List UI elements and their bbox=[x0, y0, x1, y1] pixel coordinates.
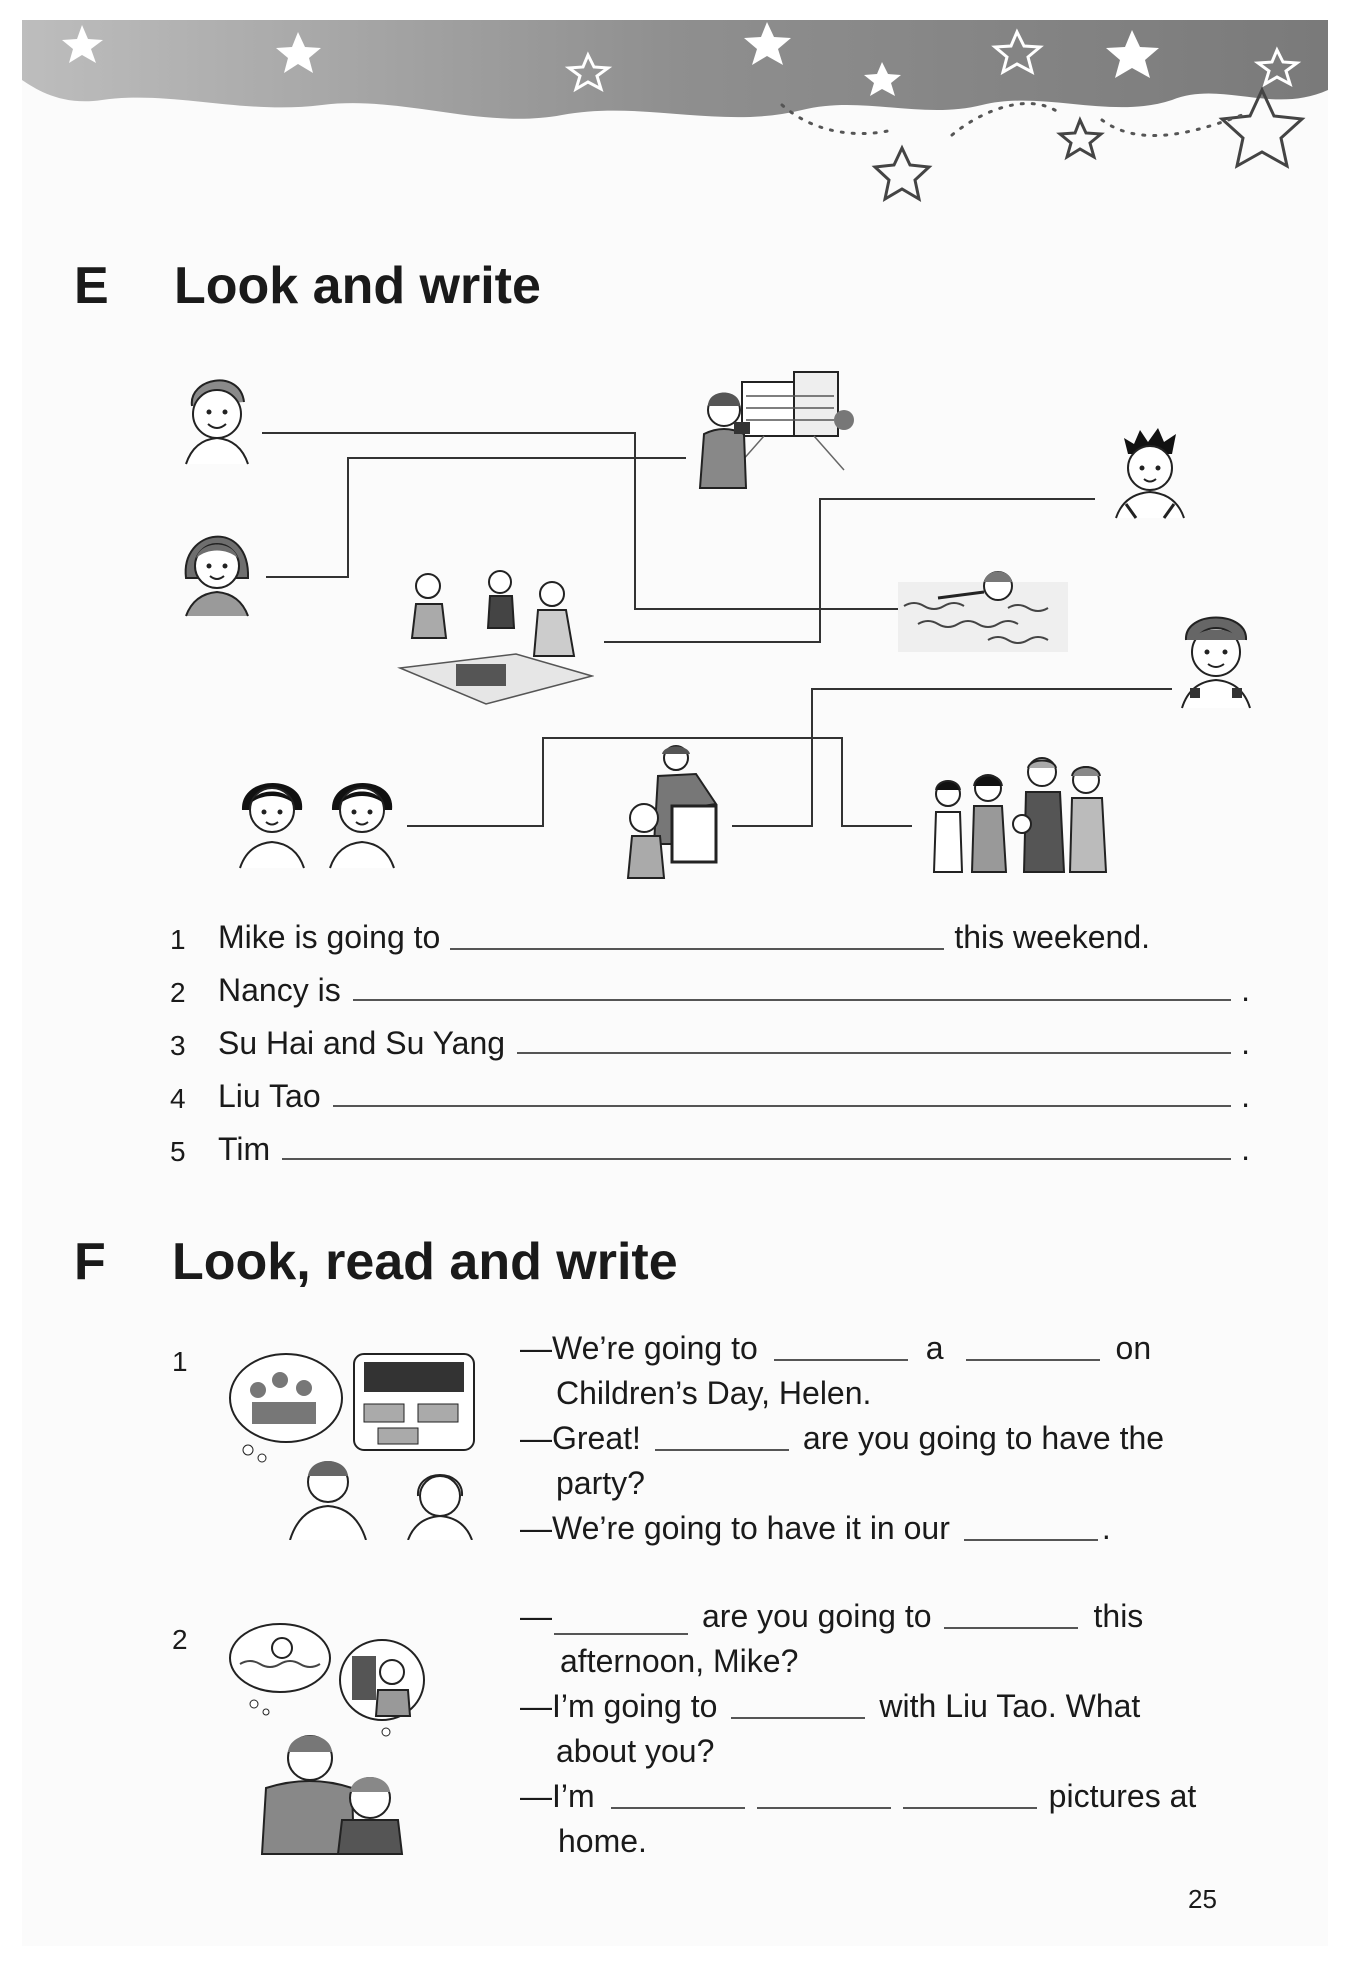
answer-blank[interactable] bbox=[903, 1805, 1037, 1809]
dialogue-text: afternoon, Mike? bbox=[560, 1643, 799, 1679]
answer-blank[interactable] bbox=[611, 1805, 745, 1809]
dialogue-text: a bbox=[925, 1330, 944, 1366]
dialogue-1-line-3 bbox=[520, 1420, 1164, 1457]
dialogue-text: — bbox=[520, 1598, 552, 1634]
question-row-5 bbox=[170, 1124, 1250, 1168]
dialogue-text: —Great! bbox=[520, 1420, 641, 1456]
family-group-figure bbox=[926, 754, 1114, 874]
question-end: this weekend. bbox=[954, 919, 1150, 955]
answer-blank[interactable] bbox=[966, 1357, 1100, 1361]
dialogue-number: 2 bbox=[172, 1624, 188, 1655]
dialogue-text: . bbox=[1101, 1510, 1111, 1546]
mike-avatar bbox=[180, 368, 254, 466]
dialogue-text: pictures at bbox=[1048, 1778, 1197, 1814]
question-text: Liu Tao bbox=[218, 1078, 321, 1114]
question-number: 5 bbox=[170, 1136, 186, 1167]
twin-girls-avatar bbox=[234, 764, 400, 870]
question-number: 4 bbox=[170, 1083, 186, 1114]
dialogue-2-line-6 bbox=[558, 1823, 647, 1860]
picnic-scene-figure bbox=[396, 564, 594, 712]
question-number: 3 bbox=[170, 1030, 186, 1061]
dialogue-2-line-4 bbox=[556, 1733, 714, 1770]
answer-blank[interactable] bbox=[731, 1715, 865, 1719]
boy-sporty-avatar bbox=[1110, 424, 1190, 520]
dialogue-2-line-5 bbox=[520, 1778, 1196, 1815]
question-row-2 bbox=[170, 965, 1250, 1009]
question-row-1 bbox=[170, 912, 1250, 956]
school-photo-figure bbox=[694, 370, 862, 494]
question-end: . bbox=[1241, 1078, 1250, 1114]
dialogue-2-line-2 bbox=[560, 1643, 798, 1680]
answer-blank[interactable] bbox=[353, 997, 1231, 1001]
dialogue-1-line-4 bbox=[556, 1465, 645, 1502]
dialogue-text: —I’m going to bbox=[520, 1688, 718, 1724]
dialogue-text: —We’re going to bbox=[520, 1330, 758, 1366]
answer-blank[interactable] bbox=[964, 1537, 1098, 1541]
dialogue-text: Children’s Day, Helen. bbox=[556, 1375, 872, 1411]
swim-and-paint-figure bbox=[226, 1620, 426, 1856]
dialogue-text: —I’m bbox=[520, 1778, 595, 1814]
question-text: Tim bbox=[218, 1131, 271, 1167]
answer-blank[interactable] bbox=[944, 1625, 1078, 1629]
question-number: 2 bbox=[170, 977, 186, 1008]
dialogue-text: —We’re going to have it in our bbox=[520, 1510, 950, 1546]
dialogue-1-line-2 bbox=[556, 1375, 871, 1412]
answer-blank[interactable] bbox=[450, 946, 944, 950]
dialogue-1-line-5 bbox=[520, 1510, 1111, 1547]
dialogue-text: this bbox=[1093, 1598, 1144, 1634]
answer-blank[interactable] bbox=[774, 1357, 908, 1361]
dialogue-text: about you? bbox=[556, 1733, 715, 1769]
party-classroom-figure bbox=[228, 1350, 480, 1540]
dialogue-text: with Liu Tao. What bbox=[879, 1688, 1141, 1724]
dialogue-2-line-1 bbox=[520, 1598, 1143, 1635]
section-f-letter: F bbox=[74, 1233, 106, 1291]
question-text: Mike is going to bbox=[218, 919, 441, 955]
answer-blank[interactable] bbox=[655, 1447, 789, 1451]
dialogue-number: 1 bbox=[172, 1346, 188, 1377]
dialogue-text: are you going to bbox=[702, 1598, 932, 1634]
page-number: 25 bbox=[1188, 1884, 1217, 1914]
nancy-avatar bbox=[180, 518, 254, 618]
dialogue-1-line-1 bbox=[520, 1330, 1151, 1367]
question-number: 1 bbox=[170, 924, 186, 955]
question-row-3 bbox=[170, 1018, 1250, 1062]
boy-overalls-avatar bbox=[1176, 606, 1256, 710]
question-row-4 bbox=[170, 1071, 1250, 1115]
dialogue-text: on bbox=[1115, 1330, 1152, 1366]
answer-blank[interactable] bbox=[282, 1156, 1231, 1160]
drawing-lesson-figure bbox=[620, 744, 730, 880]
question-text: Su Hai and Su Yang bbox=[218, 1025, 506, 1061]
dialogue-text: are you going to have the bbox=[802, 1420, 1165, 1456]
section-f-title: Look, read and write bbox=[172, 1233, 678, 1291]
section-e-title: Look and write bbox=[174, 257, 541, 315]
question-end: . bbox=[1241, 972, 1250, 1008]
question-end: . bbox=[1241, 1131, 1250, 1167]
question-text: Nancy is bbox=[218, 972, 341, 1008]
answer-blank[interactable] bbox=[757, 1805, 891, 1809]
answer-blank[interactable] bbox=[333, 1103, 1232, 1107]
dialogue-2-line-3 bbox=[520, 1688, 1140, 1725]
dialogue-text: party? bbox=[556, 1465, 645, 1501]
dialogue-text: home. bbox=[558, 1823, 647, 1859]
swimming-figure bbox=[898, 562, 1068, 652]
question-end: . bbox=[1241, 1025, 1250, 1061]
answer-blank[interactable] bbox=[554, 1631, 688, 1635]
answer-blank[interactable] bbox=[517, 1050, 1231, 1054]
section-e-letter: E bbox=[74, 257, 109, 315]
